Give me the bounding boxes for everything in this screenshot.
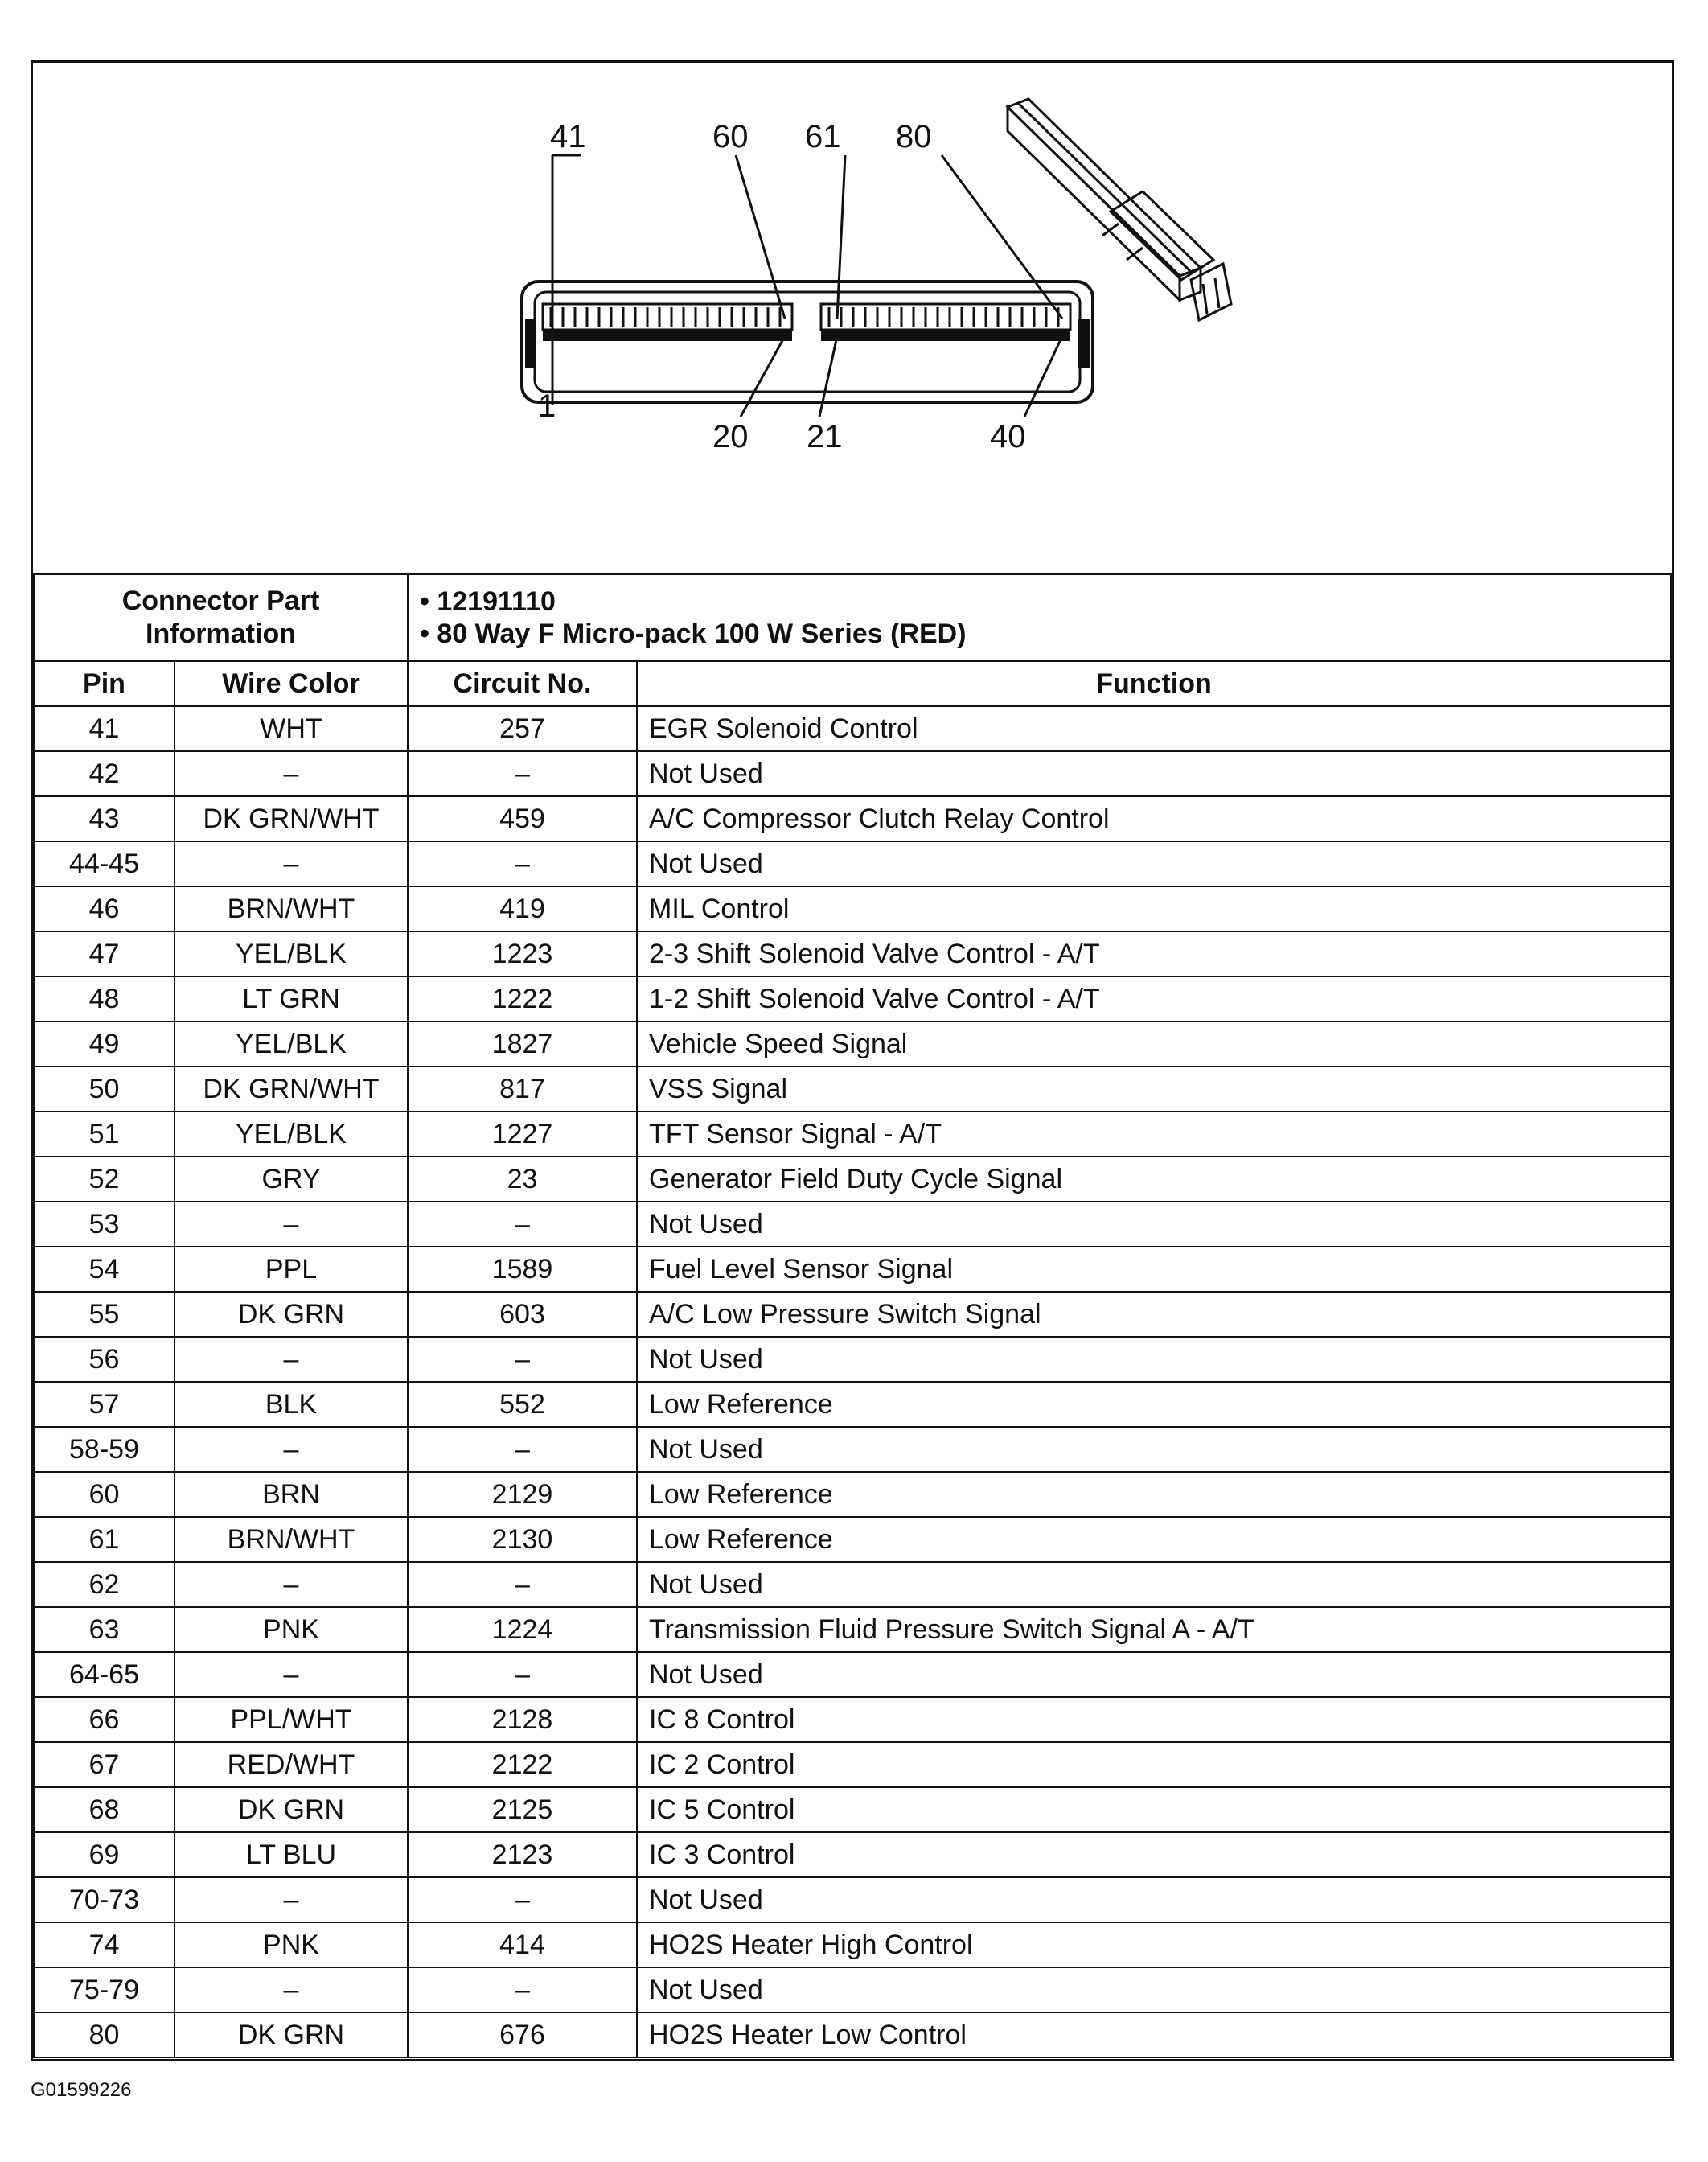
circuit-no-cell: 1589 [408,1247,637,1292]
wire-color-cell: DK GRN/WHT [174,1067,408,1112]
wire-color-cell: GRY [174,1157,408,1202]
header-wire-color: Wire Color [174,661,408,706]
pin-cell: 64-65 [34,1652,174,1697]
pin-label-61: 61 [805,119,841,154]
leader-line-20 [741,336,785,417]
function-cell: A/C Compressor Clutch Relay Control [637,796,1671,841]
pin-cell: 41 [34,706,174,751]
wire-color-cell: – [174,1877,408,1922]
table-row [34,931,1671,976]
leader-line-60 [736,155,785,319]
circuit-no-cell: 414 [408,1922,637,1967]
pin-cell: 42 [34,751,174,796]
wire-color-cell: LT BLU [174,1832,408,1877]
table-row [34,1202,1671,1247]
pin-cell: 50 [34,1067,174,1112]
pin-label-60: 60 [712,119,749,154]
connector-info-item: • 12191110 [420,586,556,617]
wire-color-cell: BLK [174,1382,408,1427]
table-row [34,1112,1671,1157]
table-row [34,751,1671,796]
connector-illustration [33,63,1672,573]
pin-cell: 55 [34,1292,174,1337]
wire-color-cell: BRN/WHT [174,886,408,931]
wire-color-cell: – [174,751,408,796]
table-row [34,2012,1671,2057]
wire-color-cell: YEL/BLK [174,931,408,976]
pin-cell: 47 [34,931,174,976]
pin-cell: 44-45 [34,841,174,886]
pin-cell: 52 [34,1157,174,1202]
table-row [34,1427,1671,1472]
pin-cell: 49 [34,1021,174,1067]
table-row [34,796,1671,841]
wire-color-cell: DK GRN [174,2012,408,2057]
wire-color-cell: PPL/WHT [174,1697,408,1742]
header-function: Function [637,661,1671,706]
pin-cell: 43 [34,796,174,841]
leader-line-40 [1024,336,1062,417]
wire-color-cell: – [174,1652,408,1697]
circuit-no-cell: – [408,841,637,886]
circuit-no-cell: 2128 [408,1697,637,1742]
wire-color-cell: BRN/WHT [174,1517,408,1562]
function-cell: Not Used [637,1652,1671,1697]
pin-cell: 74 [34,1922,174,1967]
function-cell: Transmission Fluid Pressure Switch Signal A - A/T [637,1607,1671,1652]
table-row [34,841,1671,886]
connector-info-row [34,573,1671,661]
pin-label-21: 21 [807,419,843,454]
pinout-table [33,573,1672,2058]
table-row [34,1067,1671,1112]
function-cell: 2-3 Shift Solenoid Valve Control - A/T [637,931,1671,976]
function-cell: Not Used [637,1427,1671,1472]
wire-color-cell: PNK [174,1922,408,1967]
leader-line-61 [837,155,845,319]
table-row [34,1787,1671,1832]
connector-diagram [33,63,1672,575]
circuit-no-cell: 2122 [408,1742,637,1787]
circuit-no-cell: 2125 [408,1787,637,1832]
header-pin: Pin [34,661,174,706]
table-row [34,706,1671,751]
circuit-no-cell: – [408,1202,637,1247]
circuit-no-cell: 603 [408,1292,637,1337]
function-cell: Not Used [637,1202,1671,1247]
wire-color-cell: YEL/BLK [174,1021,408,1067]
document-frame [31,60,1674,2061]
table-row [34,1337,1671,1382]
wire-color-cell: – [174,1337,408,1382]
circuit-no-cell: 676 [408,2012,637,2057]
pin-cell: 56 [34,1337,174,1382]
pin-cell: 61 [34,1517,174,1562]
function-cell: IC 3 Control [637,1832,1671,1877]
pin-cell: 53 [34,1202,174,1247]
connector-info-list [408,573,1671,661]
wire-color-cell: BRN [174,1472,408,1517]
circuit-no-cell: 1223 [408,931,637,976]
wire-color-cell: RED/WHT [174,1742,408,1787]
function-cell: EGR Solenoid Control [637,706,1671,751]
pin-cell: 69 [34,1832,174,1877]
function-cell: IC 5 Control [637,1787,1671,1832]
pin-cell: 68 [34,1787,174,1832]
table-row [34,1472,1671,1517]
pin-cell: 75-79 [34,1967,174,2012]
circuit-no-cell: 2130 [408,1517,637,1562]
table-row [34,1967,1671,2012]
circuit-no-cell: – [408,1652,637,1697]
connector-inner-frame [535,292,1080,392]
pin-cell: 51 [34,1112,174,1157]
connector-info-item: • 80 Way F Micro-pack 100 W Series (RED) [420,618,967,649]
circuit-no-cell: – [408,1967,637,2012]
function-cell: TFT Sensor Signal - A/T [637,1112,1671,1157]
wire-color-cell: DK GRN [174,1787,408,1832]
function-cell: Not Used [637,1877,1671,1922]
table-row [34,1742,1671,1787]
connector-description: 80 Way F Micro-pack 100 W Series (RED) [437,618,967,649]
pin-row-bottom-right [821,331,1070,341]
pin-label-41: 41 [550,119,586,154]
pin-row-bottom-left [543,331,792,341]
circuit-no-cell: – [408,1337,637,1382]
pin-cavities [551,307,1058,327]
function-cell: IC 8 Control [637,1697,1671,1742]
table-row [34,1652,1671,1697]
circuit-no-cell: 1222 [408,976,637,1021]
function-cell: VSS Signal [637,1067,1671,1112]
circuit-no-cell: – [408,1427,637,1472]
table-header-row [34,661,1671,706]
pin-cell: 57 [34,1382,174,1427]
table-row [34,1292,1671,1337]
table-row [34,1877,1671,1922]
leader-line-80 [942,155,1062,319]
table-row [34,1021,1671,1067]
table-row [34,1922,1671,1967]
pin-cell: 54 [34,1247,174,1292]
pin-cell: 70-73 [34,1877,174,1922]
table-row [34,1832,1671,1877]
function-cell: Vehicle Speed Signal [637,1021,1671,1067]
circuit-no-cell: 1827 [408,1021,637,1067]
table-row [34,1697,1671,1742]
circuit-no-cell: 1224 [408,1607,637,1652]
wire-color-cell: – [174,1967,408,2012]
circuit-no-cell: 552 [408,1382,637,1427]
function-cell: IC 2 Control [637,1742,1671,1787]
function-cell: HO2S Heater Low Control [637,2012,1671,2057]
pin-label-20: 20 [712,419,749,454]
function-cell: HO2S Heater High Control [637,1922,1671,1967]
pin-cell: 58-59 [34,1427,174,1472]
wire-color-cell: PNK [174,1607,408,1652]
circuit-no-cell: 2129 [408,1472,637,1517]
circuit-no-cell: 1227 [408,1112,637,1157]
circuit-no-cell: – [408,751,637,796]
function-cell: Not Used [637,751,1671,796]
pin-cell: 67 [34,1742,174,1787]
wire-color-cell: – [174,1202,408,1247]
function-cell: Not Used [637,841,1671,886]
table-row [34,1382,1671,1427]
wire-color-cell: YEL/BLK [174,1112,408,1157]
table-row [34,976,1671,1021]
table-row [34,886,1671,931]
circuit-no-cell: – [408,1877,637,1922]
pin-cell: 63 [34,1607,174,1652]
pin-cell: 46 [34,886,174,931]
circuit-no-cell: 419 [408,886,637,931]
leader-line-21 [819,336,837,417]
wire-color-cell: – [174,1562,408,1607]
table-row [34,1562,1671,1607]
connector-end-left [525,319,536,368]
wire-color-cell: LT GRN [174,976,408,1021]
header-circuit-no: Circuit No. [408,661,637,706]
function-cell: Low Reference [637,1517,1671,1562]
pin-cell: 62 [34,1562,174,1607]
connector-part-number: 12191110 [437,586,556,617]
connector-info-title: Connector Part Information [34,573,408,661]
pin-cell: 60 [34,1472,174,1517]
wire-color-cell: – [174,1427,408,1472]
function-cell: 1-2 Shift Solenoid Valve Control - A/T [637,976,1671,1021]
table-row [34,1517,1671,1562]
function-cell: Generator Field Duty Cycle Signal [637,1157,1671,1202]
figure-id: G01599226 [31,2079,132,2101]
function-cell: Low Reference [637,1472,1671,1517]
circuit-no-cell: – [408,1562,637,1607]
wire-color-cell: PPL [174,1247,408,1292]
connector-housing [522,282,1093,402]
pin-label-1: 1 [538,388,556,424]
circuit-no-cell: 459 [408,796,637,841]
pin-label-40: 40 [990,419,1026,454]
pin-cell: 80 [34,2012,174,2057]
table-row [34,1247,1671,1292]
function-cell: Not Used [637,1967,1671,2012]
function-cell: Not Used [637,1337,1671,1382]
function-cell: MIL Control [637,886,1671,931]
connector-end-right [1078,319,1090,368]
table-row [34,1157,1671,1202]
pin-cell: 66 [34,1697,174,1742]
function-cell: Fuel Level Sensor Signal [637,1247,1671,1292]
circuit-no-cell: 2123 [408,1832,637,1877]
pin-label-80: 80 [896,119,932,154]
connector-perspective-sketch [1008,99,1231,320]
function-cell: A/C Low Pressure Switch Signal [637,1292,1671,1337]
function-cell: Low Reference [637,1382,1671,1427]
circuit-no-cell: 817 [408,1067,637,1112]
pin-cell: 48 [34,976,174,1021]
wire-color-cell: WHT [174,706,408,751]
wire-color-cell: DK GRN/WHT [174,796,408,841]
circuit-no-cell: 257 [408,706,637,751]
wire-color-cell: – [174,841,408,886]
circuit-no-cell: 23 [408,1157,637,1202]
table-row [34,1607,1671,1652]
wire-color-cell: DK GRN [174,1292,408,1337]
function-cell: Not Used [637,1562,1671,1607]
